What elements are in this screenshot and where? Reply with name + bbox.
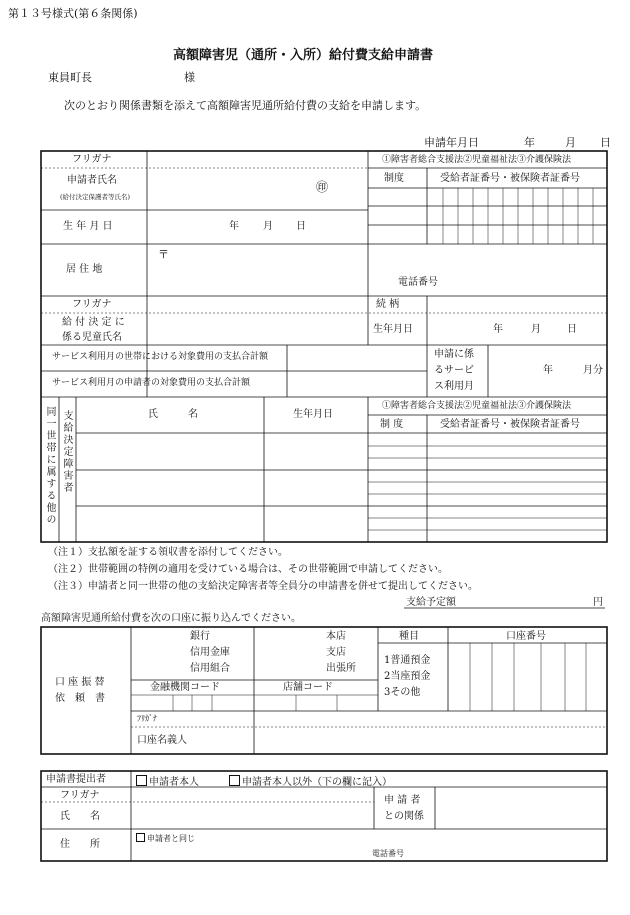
option-other-text: 申請者本人以外（下の欄に記入） [242, 777, 392, 788]
seal-mark: ㊞ [316, 180, 329, 194]
account-type-1: 1普通預金 [384, 655, 431, 666]
household-others-law-options: ①障害者総合支援法②児童福祉法③介護保険法 [382, 401, 572, 411]
applicant-birth-month[interactable]: 月 [263, 221, 273, 232]
service-year[interactable]: 年 [543, 365, 553, 376]
applicant-furigana-label: フリガナ [72, 154, 112, 165]
household-others-system-header: 制 度 [380, 419, 404, 430]
child-birth-day[interactable]: 日 [567, 324, 577, 335]
household-others-name-header: 氏 名 [148, 409, 198, 420]
bank-side-label-line1: 口 座 振 替 [55, 677, 105, 688]
applicant-name-label: 申請者氏名 [67, 175, 117, 186]
account-type-label: 種目 [399, 631, 419, 642]
addressee-name: 東員町長 [48, 71, 92, 84]
applicant-law-options: ①障害者総合支援法②児童福祉法③介護保険法 [382, 155, 572, 165]
submitter-furigana-label: フリガナ [60, 790, 100, 801]
child-name-label-line2: 係る児童氏名 [62, 332, 122, 343]
applicant-cert-label: 受給者証番号・被保険者証番号 [440, 173, 580, 184]
submitter-address-label: 住 所 [60, 839, 100, 850]
applicant-phone-label: 電話番号 [398, 277, 438, 288]
residence-label: 居 住 地 [66, 264, 103, 275]
checkbox-self[interactable] [136, 775, 147, 786]
note-2: （注２）世帯範囲の特例の適用を受けている場合は、その世帯範囲で申請してください。 [48, 564, 448, 575]
applicant-birth-label: 生 年 月 日 [63, 221, 113, 232]
page-title: 高額障害児（通所・入所）給付費支給申請書 [173, 48, 434, 63]
relation-label-line2: との関係 [384, 811, 424, 822]
planned-amount-unit: 円 [593, 597, 603, 608]
holder-furigana-label: ﾌﾘｶﾞﾅ [137, 714, 157, 723]
bank-code-label: 金融機関コード [150, 682, 220, 693]
date-day[interactable]: 日 [600, 136, 611, 149]
service-month[interactable]: 月分 [583, 365, 603, 376]
date-year[interactable]: 年 [524, 136, 535, 149]
submitter-name-label: 氏 名 [60, 811, 100, 822]
child-birth-label: 生年月日 [373, 324, 413, 335]
account-type-3: 3その他 [384, 687, 421, 698]
child-furigana-label: フリガナ [72, 299, 112, 310]
branch-type-2: 支店 [326, 647, 346, 658]
branch-code-label: 店舗コード [283, 682, 333, 693]
postal-mark: 〒 [158, 248, 169, 261]
addressee-honorific: 様 [184, 71, 195, 84]
bank-type-1: 銀行 [190, 631, 210, 642]
intro-text: 次のとおり関係書類を添えて高額障害児通所給付費の支給を申請します。 [64, 99, 427, 112]
note-3: （注３）申請者と同一世帯の他の支給決定障害者等全員分の申請書を併せて提出してください。 [48, 581, 478, 592]
household-others-cert-header: 受給者証番号・被保険者証番号 [440, 419, 580, 430]
household-others-side-label: 同一世帯に属する他の [44, 406, 55, 526]
account-number-label: 口座番号 [506, 631, 546, 642]
same-as-text: 申請者と同じ [147, 834, 195, 843]
planned-amount-label: 支給予定額 [406, 597, 456, 608]
service-month-label-line1: 申請に係 [434, 349, 474, 360]
child-relation-label: 続 柄 [376, 299, 400, 310]
option-self-text: 申請者本人 [149, 777, 199, 788]
applicant-birth-year[interactable]: 年 [229, 221, 239, 232]
child-birth-year[interactable]: 年 [493, 324, 503, 335]
checkbox-other[interactable] [229, 775, 240, 786]
submitter-phone-label: 電話番号 [372, 849, 404, 858]
branch-type-3: 出張所 [326, 663, 356, 674]
child-name-label-line1: 給 付 決 定 に [62, 317, 125, 328]
checkbox-same-as[interactable] [136, 833, 145, 842]
form-number: 第１３号様式(第６条関係) [8, 7, 138, 20]
applicant-birth-day[interactable]: 日 [296, 221, 306, 232]
transfer-intro: 高額障害児通所給付費を次の口座に振り込んでください。 [41, 613, 301, 624]
submitter-option-self[interactable] [136, 775, 199, 788]
service-month-label-line2: るサービ [434, 365, 474, 376]
applicant-name-note: (給付決定保護者等氏名) [60, 193, 131, 201]
date-month[interactable]: 月 [565, 136, 576, 149]
bank-type-3: 信用組合 [190, 663, 230, 674]
service-month-label-line3: ス利用月 [434, 381, 474, 392]
note-1: （注１）支払額を証する領収書を添付してください。 [48, 547, 288, 558]
submitter-label: 申請書提出者 [46, 774, 106, 785]
relation-label-line1: 申 請 者 [384, 795, 421, 806]
applicant-total-label: サービス利用月の申請者の対象費用の支払合計額 [52, 378, 251, 388]
submitter-option-other[interactable] [229, 775, 392, 788]
applicant-system-label: 制度 [384, 173, 404, 184]
branch-type-1: 本店 [326, 631, 346, 642]
household-others-birth-header: 生年月日 [293, 409, 333, 420]
household-others-side-label-2: 支給決定障害者 [61, 410, 72, 494]
bank-type-2: 信用金庫 [190, 647, 230, 658]
same-as-applicant-option[interactable] [136, 833, 195, 843]
household-total-label: サービス利用月の世帯における対象費用の支払合計額 [52, 352, 269, 362]
child-birth-month[interactable]: 月 [531, 324, 541, 335]
account-holder-label: 口座名義人 [137, 735, 187, 746]
application-date-label: 申請年月日 [424, 136, 479, 149]
bank-side-label-line2: 依 頼 書 [55, 693, 105, 704]
account-type-2: 2当座預金 [384, 671, 431, 682]
